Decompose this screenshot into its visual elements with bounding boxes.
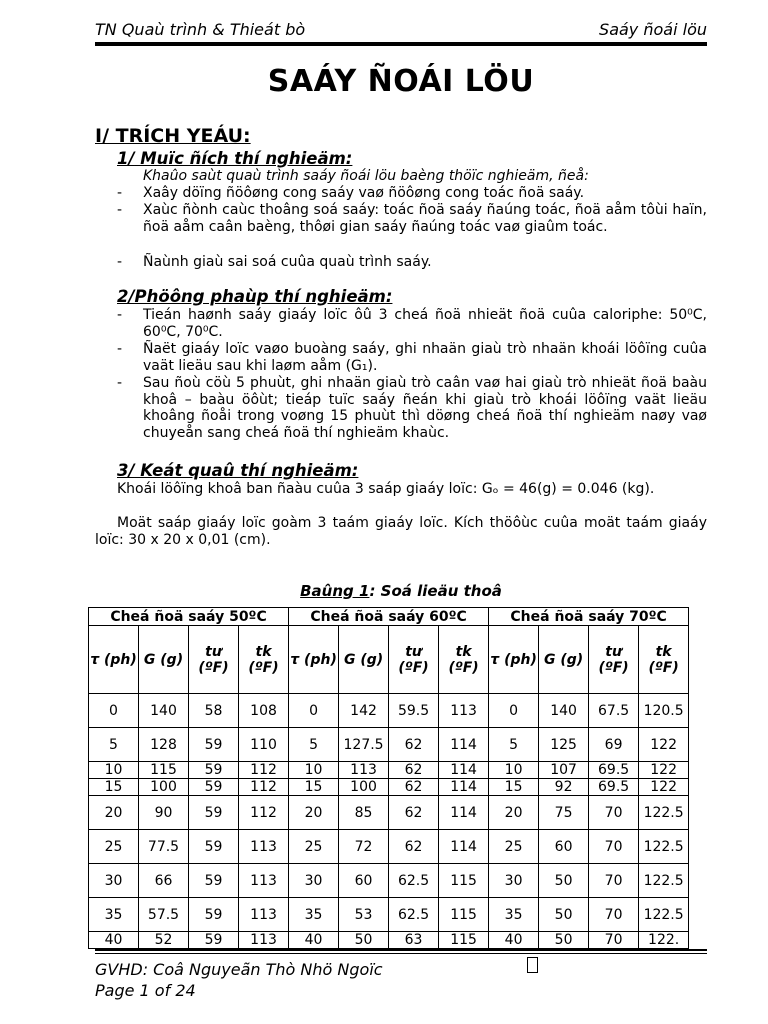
table-cell: 62 xyxy=(389,779,439,796)
table-row xyxy=(89,694,689,728)
column-header: τ (ph) xyxy=(89,626,139,694)
table-cell: 70 xyxy=(589,932,639,949)
header-left: TN Quaù trình & Thieát bò xyxy=(95,20,306,39)
header-right: Saáy ñoái löu xyxy=(599,20,707,39)
column-header: tk (ºF) xyxy=(639,626,689,694)
table-cell: 113 xyxy=(339,762,389,779)
table-cell: 122.5 xyxy=(639,830,689,864)
table-cell: 85 xyxy=(339,796,389,830)
table-cell: 60 xyxy=(339,864,389,898)
table-cell: 114 xyxy=(439,728,489,762)
table-cell: 30 xyxy=(89,864,139,898)
bullet-dash: - xyxy=(117,341,123,357)
subheading-purpose-num: 1/ xyxy=(117,149,135,168)
table-row xyxy=(89,796,689,830)
bullet-dash: - xyxy=(117,254,123,270)
table-cell: 114 xyxy=(439,830,489,864)
table-cell: 75 xyxy=(539,796,589,830)
table-cell: 113 xyxy=(439,694,489,728)
table-cell: 110 xyxy=(239,728,289,762)
table-cell: 35 xyxy=(289,898,339,932)
table-cell: 100 xyxy=(139,779,189,796)
table-cell: 90 xyxy=(139,796,189,830)
table-cell: 122.5 xyxy=(639,796,689,830)
table-cell: 40 xyxy=(89,932,139,949)
table-cell: 113 xyxy=(239,830,289,864)
bullet-dash: - xyxy=(117,307,123,323)
table-cell: 140 xyxy=(139,694,189,728)
table-cell: 69.5 xyxy=(589,779,639,796)
page-title: SAÁY ÑOÁI LÖU xyxy=(267,64,535,99)
footer-page-number: Page 1 of 24 xyxy=(95,981,196,1000)
table-cell: 140 xyxy=(539,694,589,728)
bullet-item: Tieán haønh saáy giaáy loïc ôû 3 cheá ñoä nhieät ñoä cuûa caloriphe: 50⁰C, 60⁰C, 70⁰C. xyxy=(143,307,707,340)
footer-supervisor: GVHD: Coâ Nguyeãn Thò Nhö Ngoïc xyxy=(95,960,383,979)
table-row xyxy=(89,932,689,949)
table-cell: 62 xyxy=(389,762,439,779)
table-cell: 113 xyxy=(239,864,289,898)
table-cell: 59 xyxy=(189,762,239,779)
table-cell: 62 xyxy=(389,728,439,762)
page-header xyxy=(95,20,707,42)
table-cell: 107 xyxy=(539,762,589,779)
column-header: tk (ºF) xyxy=(239,626,289,694)
group-header: Cheá ñoä saáy 60ºC xyxy=(289,608,489,626)
column-header: tư (ºF) xyxy=(589,626,639,694)
table-cell: 69.5 xyxy=(589,762,639,779)
table-cell: 50 xyxy=(539,932,589,949)
group-header: Cheá ñoä saáy 50ºC xyxy=(89,608,289,626)
column-header: tư (ºF) xyxy=(189,626,239,694)
table-cell: 35 xyxy=(489,898,539,932)
table-cell: 114 xyxy=(439,796,489,830)
table-cell: 63 xyxy=(389,932,439,949)
table-cell: 122 xyxy=(639,762,689,779)
table-cell: 40 xyxy=(489,932,539,949)
table-cell: 59 xyxy=(189,898,239,932)
table-cell: 142 xyxy=(339,694,389,728)
bullet-dash: - xyxy=(117,185,123,201)
footer-rule-thin xyxy=(95,953,707,954)
subheading-purpose-text: Muïc ñích thí nghieäm: xyxy=(134,149,353,168)
table-cell: 112 xyxy=(239,762,289,779)
table-cell: 35 xyxy=(89,898,139,932)
table-cell: 67.5 xyxy=(589,694,639,728)
table-row xyxy=(89,779,689,796)
table-cell: 60 xyxy=(539,830,589,864)
table-cell: 50 xyxy=(539,864,589,898)
table-cell: 30 xyxy=(289,864,339,898)
table-cell: 10 xyxy=(489,762,539,779)
table-cell: 20 xyxy=(289,796,339,830)
table-cell: 30 xyxy=(489,864,539,898)
table-caption-label: Baûng 1 xyxy=(300,582,370,600)
section-heading xyxy=(95,125,251,147)
column-header: G (g) xyxy=(339,626,389,694)
table-cell: 115 xyxy=(439,898,489,932)
table-cell: 0 xyxy=(489,694,539,728)
table-cell: 122.5 xyxy=(639,898,689,932)
placeholder-glyph-icon xyxy=(527,957,538,973)
table-cell: 125 xyxy=(539,728,589,762)
paragraph-paper-size: Moät saáp giaáy loïc goàm 3 taám giaáy loïc. Kích thöôùc cuûa moät taám giaáy loïc: 30 x 20 x 0,01 (cm). xyxy=(95,515,707,548)
table-row xyxy=(89,830,689,864)
table-cell: 62 xyxy=(389,796,439,830)
table-cell: 122.5 xyxy=(639,864,689,898)
table-cell: 40 xyxy=(289,932,339,949)
table-cell: 70 xyxy=(589,796,639,830)
table-caption-rest: : Soá lieäu thoâ xyxy=(369,582,502,600)
table-cell: 114 xyxy=(439,762,489,779)
table-cell: 70 xyxy=(589,898,639,932)
table-cell: 100 xyxy=(339,779,389,796)
table-cell: 15 xyxy=(89,779,139,796)
table-cell: 50 xyxy=(339,932,389,949)
bullet-dash: - xyxy=(117,202,123,218)
table-cell: 59 xyxy=(189,830,239,864)
table-cell: 59 xyxy=(189,728,239,762)
bullet-item: Xaây döïng ñöôøng cong saáy vaø ñöôøng cong toác ñoä saáy. xyxy=(143,185,585,201)
table-cell: 59 xyxy=(189,932,239,949)
subheading-method xyxy=(117,287,392,306)
table-cell: 62.5 xyxy=(389,898,439,932)
table-cell: 53 xyxy=(339,898,389,932)
table-cell: 0 xyxy=(89,694,139,728)
subheading-purpose xyxy=(117,149,352,168)
table-cell: 122 xyxy=(639,779,689,796)
bullet-item: Ñaùnh giaù sai soá cuûa quaù trình saáy. xyxy=(143,254,432,270)
table-cell: 112 xyxy=(239,796,289,830)
subheading-results xyxy=(117,461,358,480)
table-cell: 15 xyxy=(289,779,339,796)
table-cell: 15 xyxy=(489,779,539,796)
subheading-method-text: Phöông phaùp thí nghieäm: xyxy=(134,287,393,306)
footer-rule xyxy=(95,949,707,951)
column-header: tư (ºF) xyxy=(389,626,439,694)
table-cell: 122 xyxy=(639,728,689,762)
table-cell: 0 xyxy=(289,694,339,728)
table-cell: 114 xyxy=(439,779,489,796)
table-cell: 5 xyxy=(489,728,539,762)
bullet-item: Xaùc ñònh caùc thoâng soá saáy: toác ñoä saáy ñaúng toác, ñoä aåm tôùi haïn, ñoä aåm caân baèng, thôøi gian saáy ñaúng toác vaø giaûm toác. xyxy=(143,202,707,235)
table-cell: 52 xyxy=(139,932,189,949)
column-header: tk (ºF) xyxy=(439,626,489,694)
table-row xyxy=(89,898,689,932)
table-cell: 25 xyxy=(89,830,139,864)
table-row xyxy=(89,864,689,898)
table-cell: 57.5 xyxy=(139,898,189,932)
section-heading-text: I/ TRÍCH YEÁU: xyxy=(95,125,251,147)
bullet-item: Sau ñoù cöù 5 phuùt, ghi nhaän giaù trò caân vaø hai giaù trò nhieät ñoä baàu khoâ – baàu öôùt; tieáp tuïc saáy ñeán khi giaù trò khoái löôïng vaät lieäu khoâng ñoåi trong voøng 15 phuùt thì döøng cheá ñoä thí nghieäm naøy vaø chuyeån sang cheá ñoä thí nghieäm khaùc. xyxy=(143,375,707,441)
table-cell: 59 xyxy=(189,779,239,796)
table-cell: 58 xyxy=(189,694,239,728)
column-header: τ (ph) xyxy=(489,626,539,694)
table-cell: 20 xyxy=(89,796,139,830)
table-cell: 113 xyxy=(239,932,289,949)
table-cell: 115 xyxy=(139,762,189,779)
table-cell: 72 xyxy=(339,830,389,864)
table-cell: 112 xyxy=(239,779,289,796)
table-cell: 20 xyxy=(489,796,539,830)
table-caption xyxy=(95,582,707,600)
table-row xyxy=(89,728,689,762)
table-cell: 25 xyxy=(489,830,539,864)
table-cell: 59.5 xyxy=(389,694,439,728)
table-cell: 25 xyxy=(289,830,339,864)
raw-data-table xyxy=(88,607,689,949)
table-cell: 108 xyxy=(239,694,289,728)
column-header: G (g) xyxy=(139,626,189,694)
table-cell: 70 xyxy=(589,864,639,898)
table-cell: 113 xyxy=(239,898,289,932)
table-cell: 66 xyxy=(139,864,189,898)
table-cell: 120.5 xyxy=(639,694,689,728)
table-cell: 115 xyxy=(439,932,489,949)
column-header: τ (ph) xyxy=(289,626,339,694)
header-rule xyxy=(95,42,707,46)
table-cell: 77.5 xyxy=(139,830,189,864)
intro-line: Khaûo saùt quaù trình saáy ñoái löu baèng thöïc nghieäm, ñeå: xyxy=(143,168,589,184)
subheading-method-num: 2/ xyxy=(117,287,135,306)
table-cell: 122. xyxy=(639,932,689,949)
subheading-results-num: 3/ xyxy=(117,461,135,480)
table-cell: 59 xyxy=(189,864,239,898)
column-header: G (g) xyxy=(539,626,589,694)
table-cell: 70 xyxy=(589,830,639,864)
table-cell: 10 xyxy=(289,762,339,779)
table-cell: 10 xyxy=(89,762,139,779)
table-cell: 5 xyxy=(289,728,339,762)
table-cell: 62.5 xyxy=(389,864,439,898)
table-cell: 5 xyxy=(89,728,139,762)
table-cell: 128 xyxy=(139,728,189,762)
paragraph-dry-mass: Khoái löôïng khoâ ban ñaàu cuûa 3 saáp giaáy loïc: Gₒ = 46(g) = 0.046 (kg). xyxy=(117,481,655,497)
table-cell: 62 xyxy=(389,830,439,864)
table-cell: 115 xyxy=(439,864,489,898)
table-cell: 92 xyxy=(539,779,589,796)
table-cell: 59 xyxy=(189,796,239,830)
table-cell: 127.5 xyxy=(339,728,389,762)
table-row xyxy=(89,762,689,779)
group-header: Cheá ñoä saáy 70ºC xyxy=(489,608,689,626)
bullet-item: Ñaët giaáy loïc vaøo buoàng saáy, ghi nhaän giaù trò nhaän khoái löôïng cuûa vaät lieäu sau khi laøm aåm (G₁). xyxy=(143,341,707,374)
subheading-results-text: Keát quaû thí nghieäm: xyxy=(134,461,359,480)
table-cell: 50 xyxy=(539,898,589,932)
table-cell: 69 xyxy=(589,728,639,762)
bullet-dash: - xyxy=(117,375,123,391)
